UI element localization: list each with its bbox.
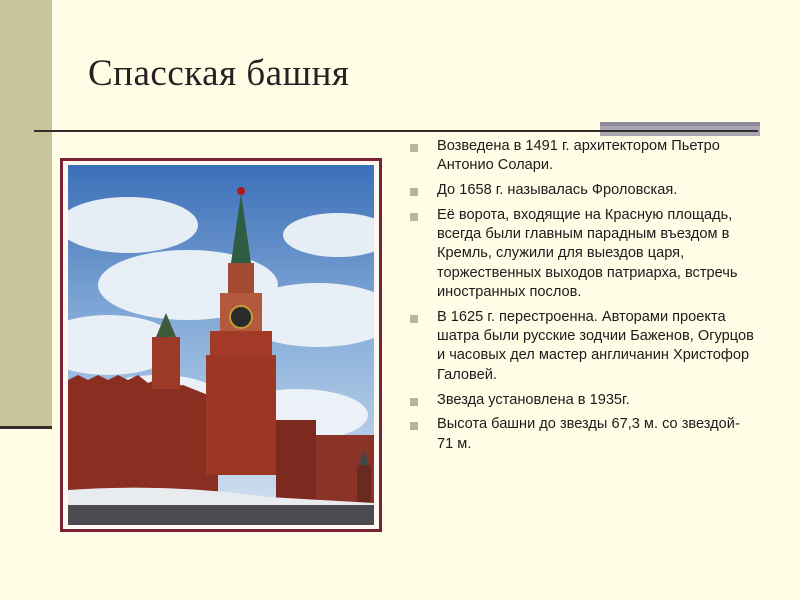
bullet-square-icon [410, 315, 418, 323]
bullet-text: Её ворота, входящие на Красную площадь, всегда были главным парадным въездом в Кремль, служили для выездов царя, торжественных выходов патриарха, встречь иностранных послов. [437, 206, 738, 301]
bullet-item [410, 206, 760, 302]
bullet-text: Высота башни до звезды 67,3 м. со звездой- 71 м. [437, 416, 740, 452]
bullet-square-icon [410, 213, 418, 221]
slide-title: Спасская башня [88, 53, 350, 94]
bullet-text: В 1625 г. перестроенна. Авторами проекта шатра были русские зодчии Баженов, Огурцов и часовых дел мастер англичанин Христофор Галовей. [437, 308, 754, 383]
title-rule-accent-top [600, 122, 760, 126]
bullet-square-icon [410, 188, 418, 196]
bullet-item [410, 137, 760, 176]
bullet-square-icon [410, 398, 418, 406]
left-accent-band [0, 0, 52, 428]
bullet-item [410, 181, 760, 200]
spasskaya-tower-photo [68, 165, 374, 525]
bullet-item [410, 308, 760, 385]
bullet-text: Звезда установлена в 1935г. [437, 391, 630, 408]
title-rule [34, 130, 758, 132]
bullet-item [410, 391, 760, 410]
bullet-text: До 1658 г. называлась Фроловская. [437, 182, 678, 199]
bullet-square-icon [410, 144, 418, 152]
left-band-underline [0, 426, 52, 429]
bullet-item [410, 415, 760, 454]
bullet-square-icon [410, 422, 418, 430]
bullet-text: Возведена в 1491 г. архитектором Пьетро Антонио Солари. [437, 138, 720, 174]
bullet-list [410, 137, 760, 459]
